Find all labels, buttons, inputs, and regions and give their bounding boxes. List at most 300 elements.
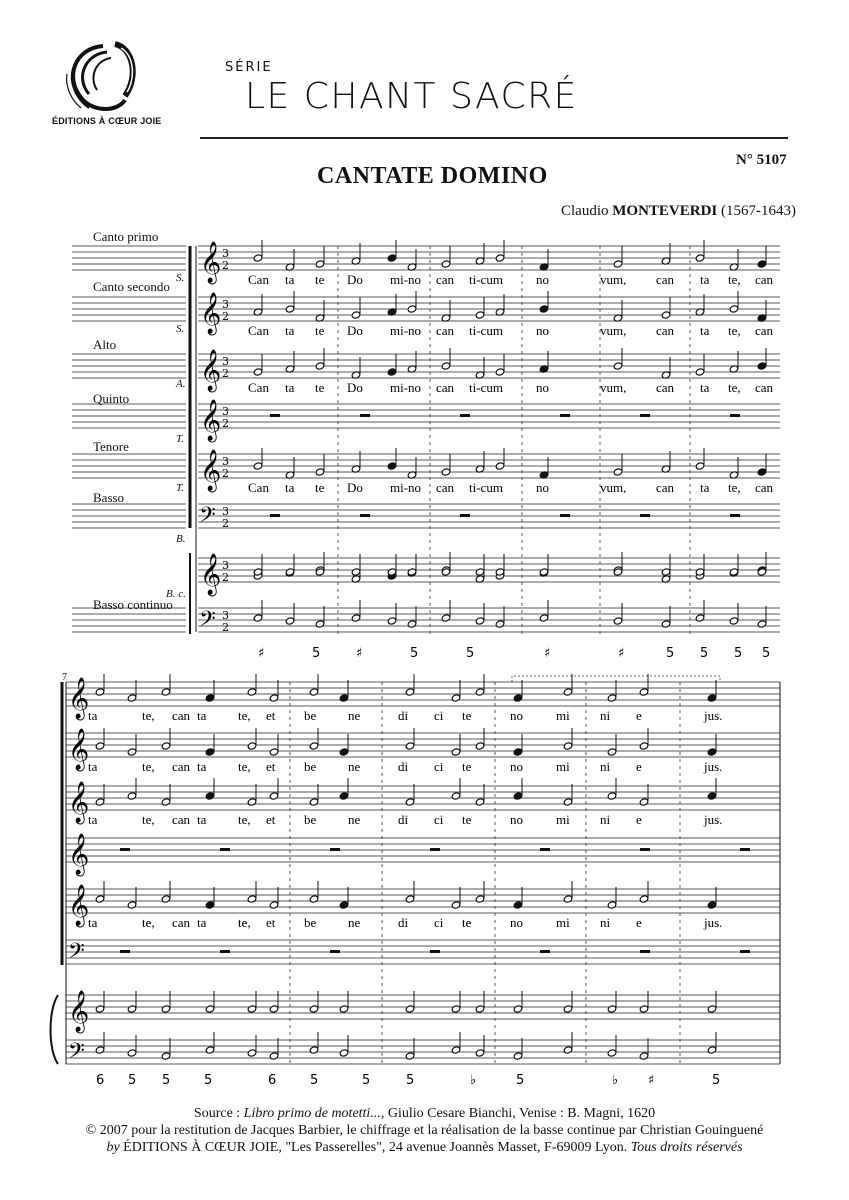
lyrics-system-1 bbox=[248, 272, 774, 495]
measure-rest bbox=[460, 514, 470, 517]
composer-last-name: MONTEVERDI bbox=[612, 203, 718, 219]
time-signature: 2 bbox=[222, 367, 229, 380]
half-note bbox=[513, 792, 523, 800]
measure-rest bbox=[220, 950, 230, 953]
voice-abbr-alto: A. bbox=[176, 378, 186, 390]
bass-note bbox=[539, 614, 549, 622]
voice-abbr-canto-secondo: S. bbox=[176, 323, 185, 335]
half-note bbox=[161, 798, 171, 806]
lyric-syllable: ne bbox=[348, 915, 361, 930]
bass-note bbox=[757, 620, 767, 628]
time-signature: 2 bbox=[222, 467, 229, 480]
measure-rest bbox=[730, 514, 740, 517]
measure-rest bbox=[430, 848, 440, 851]
treble-clef: 𝄞 bbox=[200, 554, 222, 595]
measure-rest bbox=[740, 950, 750, 953]
half-note bbox=[729, 305, 739, 313]
half-note bbox=[315, 362, 325, 370]
lyric-syllable: ci bbox=[434, 759, 444, 774]
lyric-syllable: can bbox=[755, 323, 774, 338]
voice-name-canto-primo: Canto primo bbox=[93, 229, 159, 244]
lyric-syllable: ta bbox=[197, 915, 207, 930]
half-note bbox=[309, 688, 319, 696]
lyric-syllable: di bbox=[398, 708, 409, 723]
lyric-syllable: ta bbox=[700, 380, 710, 395]
lyric-syllable: ne bbox=[348, 708, 361, 723]
treble-clef: 𝄞 bbox=[200, 242, 222, 283]
bass-clef: 𝄢 bbox=[199, 503, 216, 533]
measure-rest bbox=[740, 848, 750, 851]
bass-clef: 𝄢 bbox=[68, 939, 85, 969]
time-signature: 3 bbox=[222, 355, 229, 368]
figure: ♯ bbox=[544, 646, 551, 661]
series-label: SÉRIE bbox=[225, 60, 273, 75]
chord-note bbox=[247, 1005, 257, 1013]
lyric-syllable: ci bbox=[434, 812, 444, 827]
half-note bbox=[351, 311, 361, 319]
half-note bbox=[563, 895, 573, 903]
measure-rest bbox=[120, 848, 130, 851]
lyric-syllable: no bbox=[510, 915, 523, 930]
half-note bbox=[495, 254, 505, 262]
half-note bbox=[475, 798, 485, 806]
bass-note bbox=[513, 1052, 523, 1060]
source-details: , Giulio Cesare Bianchi, Venise : B. Magni, 1620 bbox=[380, 1106, 656, 1121]
treble-clef: 𝄞 bbox=[68, 991, 90, 1032]
bass-note bbox=[607, 1049, 617, 1057]
half-note bbox=[451, 694, 461, 702]
half-note bbox=[247, 742, 257, 750]
lyric-syllable: can bbox=[172, 915, 191, 930]
figure: 5 bbox=[410, 646, 419, 661]
lyric-syllable: ne bbox=[348, 812, 361, 827]
lyric-syllable: te, bbox=[238, 915, 251, 930]
half-note bbox=[441, 468, 451, 476]
measure-rest bbox=[560, 514, 570, 517]
lyric-syllable: can bbox=[172, 759, 191, 774]
lyric-syllable: can bbox=[172, 708, 191, 723]
time-signature: 2 bbox=[222, 517, 229, 530]
lyric-syllable: et bbox=[266, 759, 276, 774]
lyric-syllable: te bbox=[315, 323, 325, 338]
half-note bbox=[707, 694, 717, 702]
lyric-syllable: mi-no bbox=[390, 380, 422, 395]
chord-note bbox=[607, 1005, 617, 1013]
half-note bbox=[639, 742, 649, 750]
half-note bbox=[247, 688, 257, 696]
lyric-syllable: jus. bbox=[704, 812, 723, 827]
lyric-syllable: can bbox=[436, 480, 455, 495]
copyright-line: © 2007 pour la restitution de Jacques Barbier, le chiffrage et la réalisation de la basse continue par Christian Gouinguené bbox=[85, 1123, 764, 1138]
publisher-name: ÉDITIONS À CŒUR JOIE bbox=[52, 116, 162, 126]
half-note bbox=[451, 792, 461, 800]
bass-note bbox=[495, 620, 505, 628]
series-title: LE CHANT SACRÉ bbox=[245, 76, 578, 117]
bass-note bbox=[309, 1046, 319, 1054]
half-note bbox=[127, 792, 137, 800]
lyric-syllable: te bbox=[315, 272, 325, 287]
lyric-syllable: et bbox=[266, 812, 276, 827]
half-note bbox=[695, 462, 705, 470]
voice-name-quinto: Quinto bbox=[93, 391, 130, 406]
half-note bbox=[441, 362, 451, 370]
lyric-syllable: can bbox=[755, 272, 774, 287]
half-note bbox=[339, 748, 349, 756]
lyric-syllable: di bbox=[398, 812, 409, 827]
lyric-syllable: ni bbox=[600, 708, 611, 723]
lyric-syllable: jus. bbox=[704, 708, 723, 723]
treble-clef: 𝄞 bbox=[200, 400, 222, 441]
half-note bbox=[285, 305, 295, 313]
chord-note bbox=[95, 1005, 105, 1013]
bass-note bbox=[127, 1049, 137, 1057]
lyric-syllable: ta bbox=[88, 708, 98, 723]
lyric-syllable: ta bbox=[197, 759, 207, 774]
by-label: by bbox=[106, 1140, 120, 1155]
figure: 5 bbox=[128, 1073, 137, 1088]
lyric-syllable: Do bbox=[347, 323, 363, 338]
half-note bbox=[309, 895, 319, 903]
measure-rest bbox=[330, 950, 340, 953]
voice-abbr-basso: B. bbox=[176, 533, 186, 545]
figure: 5 bbox=[712, 1073, 721, 1088]
half-note bbox=[95, 742, 105, 750]
measure-rest bbox=[360, 414, 370, 417]
bass-note bbox=[407, 620, 417, 628]
measure-rest bbox=[330, 848, 340, 851]
chord-note bbox=[405, 1005, 415, 1013]
lyric-syllable: mi bbox=[556, 812, 570, 827]
half-note bbox=[161, 895, 171, 903]
lyric-syllable: can bbox=[755, 380, 774, 395]
lyric-syllable: te, bbox=[728, 323, 741, 338]
source-title: Libro primo de motetti... bbox=[243, 1106, 381, 1121]
lyric-syllable: ta bbox=[700, 272, 710, 287]
half-note bbox=[253, 368, 263, 376]
lyric-syllable: te, bbox=[142, 759, 155, 774]
voice-name-basso: Basso bbox=[93, 490, 125, 505]
bass-note bbox=[451, 1046, 461, 1054]
composer-first-name: Claudio bbox=[561, 203, 609, 219]
half-note bbox=[607, 694, 617, 702]
half-note bbox=[513, 694, 523, 702]
chord-note bbox=[639, 1005, 649, 1013]
measure-rest bbox=[120, 950, 130, 953]
footer bbox=[0, 1105, 849, 1156]
figure: 5 bbox=[762, 646, 771, 661]
half-note bbox=[405, 895, 415, 903]
lyric-syllable: mi bbox=[556, 915, 570, 930]
chord-note bbox=[475, 1005, 485, 1013]
voice-abbr-canto-primo: S. bbox=[176, 272, 185, 284]
lyric-syllable: mi-no bbox=[390, 480, 422, 495]
chord-note bbox=[707, 1005, 717, 1013]
lyric-syllable: can bbox=[436, 323, 455, 338]
lyric-syllable: ti-cum bbox=[469, 272, 503, 287]
lyric-syllable: no bbox=[536, 272, 549, 287]
lyric-syllable: Do bbox=[347, 480, 363, 495]
lyric-syllable: ni bbox=[600, 915, 611, 930]
bass-note bbox=[695, 614, 705, 622]
half-note bbox=[309, 742, 319, 750]
chord-note bbox=[205, 1005, 215, 1013]
half-note bbox=[495, 368, 505, 376]
lyric-syllable: te, bbox=[728, 272, 741, 287]
half-note bbox=[607, 748, 617, 756]
lyric-syllable: Can bbox=[248, 272, 269, 287]
lyric-syllable: vum, bbox=[600, 323, 627, 338]
figured-bass-system-2 bbox=[96, 1073, 720, 1088]
half-note bbox=[475, 311, 485, 319]
measure-rest bbox=[430, 950, 440, 953]
lyric-syllable: e bbox=[636, 812, 642, 827]
treble-clef: 𝄞 bbox=[68, 834, 90, 875]
publisher-address: ÉDITIONS À CŒUR JOIE, "Les Passerelles", 24 avenue Joannès Masset, F-69009 Lyon. bbox=[119, 1140, 631, 1155]
figure: 5 bbox=[666, 646, 675, 661]
chord-note bbox=[351, 568, 361, 576]
half-note bbox=[387, 254, 397, 262]
lyric-syllable: can bbox=[436, 380, 455, 395]
voice-abbr-tenore: T. bbox=[176, 482, 185, 494]
half-note bbox=[707, 901, 717, 909]
lyric-syllable: can bbox=[436, 272, 455, 287]
bass-note bbox=[707, 1046, 717, 1054]
figure: ♯ bbox=[648, 1073, 655, 1088]
half-note bbox=[563, 742, 573, 750]
lyric-syllable: te bbox=[315, 380, 325, 395]
lyric-syllable: te bbox=[462, 759, 472, 774]
treble-clef: 𝄞 bbox=[200, 350, 222, 391]
voice-name-canto-secondo: Canto secondo bbox=[93, 279, 170, 294]
bass-note bbox=[661, 620, 671, 628]
half-note bbox=[339, 792, 349, 800]
lyric-syllable: mi-no bbox=[390, 272, 422, 287]
measure-rest bbox=[270, 514, 280, 517]
lyric-syllable: te bbox=[315, 480, 325, 495]
half-note bbox=[387, 462, 397, 470]
half-note bbox=[339, 694, 349, 702]
half-note bbox=[387, 368, 397, 376]
lyric-syllable: et bbox=[266, 708, 276, 723]
figure: ♭ bbox=[470, 1073, 477, 1088]
half-note bbox=[757, 468, 767, 476]
bass-note bbox=[729, 617, 739, 625]
lyric-syllable: can bbox=[172, 812, 191, 827]
lyric-syllable: jus. bbox=[704, 915, 723, 930]
lyric-syllable: vum, bbox=[600, 480, 627, 495]
lyric-syllable: can bbox=[656, 323, 675, 338]
bass-note bbox=[475, 1049, 485, 1057]
lyric-syllable: Do bbox=[347, 272, 363, 287]
figure: 6 bbox=[96, 1073, 105, 1088]
catalog-number: N° 5107 bbox=[736, 152, 787, 168]
lyric-syllable: no bbox=[536, 480, 549, 495]
measure-rest bbox=[640, 514, 650, 517]
treble-clef: 𝄞 bbox=[200, 293, 222, 334]
lyric-syllable: be bbox=[304, 812, 317, 827]
voice-name-tenore: Tenore bbox=[93, 439, 129, 454]
lyric-syllable: Do bbox=[347, 380, 363, 395]
voice-name-alto: Alto bbox=[93, 337, 117, 352]
measure-rest bbox=[640, 848, 650, 851]
bass-note bbox=[269, 1052, 279, 1060]
bass-note bbox=[247, 1049, 257, 1057]
lyric-syllable: be bbox=[304, 915, 317, 930]
time-signature: 3 bbox=[222, 505, 229, 518]
lyric-syllable: ta bbox=[700, 480, 710, 495]
lyric-syllable: Can bbox=[248, 480, 269, 495]
composer-dates: (1567-1643) bbox=[721, 203, 797, 219]
half-note bbox=[563, 798, 573, 806]
bass-clef: 𝄢 bbox=[199, 607, 216, 637]
source-label: Source : bbox=[193, 1106, 244, 1121]
half-note bbox=[563, 688, 573, 696]
time-signature: 3 bbox=[222, 559, 229, 572]
half-note bbox=[253, 254, 263, 262]
half-note bbox=[95, 895, 105, 903]
chord-note bbox=[127, 1005, 137, 1013]
bass-clef: 𝄢 bbox=[68, 1039, 85, 1069]
bass-note bbox=[339, 1049, 349, 1057]
lyric-syllable: te, bbox=[142, 915, 155, 930]
lyric-syllable: can bbox=[656, 480, 675, 495]
half-note bbox=[405, 688, 415, 696]
half-note bbox=[451, 748, 461, 756]
half-note bbox=[757, 362, 767, 370]
lyric-syllable: Can bbox=[248, 380, 269, 395]
lyric-syllable: ti-cum bbox=[469, 380, 503, 395]
lyric-syllable: ni bbox=[600, 759, 611, 774]
lyric-syllable: ta bbox=[197, 812, 207, 827]
bass-note bbox=[405, 1052, 415, 1060]
continuo-abbr: B. c. bbox=[166, 588, 186, 600]
lyric-syllable: ta bbox=[285, 480, 295, 495]
half-note bbox=[161, 742, 171, 750]
figure: 5 bbox=[204, 1073, 213, 1088]
lyric-syllable: can bbox=[755, 480, 774, 495]
half-note bbox=[405, 798, 415, 806]
time-signature: 2 bbox=[222, 259, 229, 272]
chord-note bbox=[269, 1005, 279, 1013]
half-note bbox=[607, 792, 617, 800]
lyric-syllable: te, bbox=[142, 812, 155, 827]
half-note bbox=[127, 901, 137, 909]
lyric-syllable: te bbox=[462, 812, 472, 827]
lyric-syllable: te, bbox=[238, 708, 251, 723]
half-note bbox=[315, 260, 325, 268]
measure-rest bbox=[460, 414, 470, 417]
bass-note bbox=[639, 1052, 649, 1060]
half-note bbox=[495, 462, 505, 470]
figure: 5 bbox=[162, 1073, 171, 1088]
lyric-syllable: no bbox=[510, 812, 523, 827]
lyric-syllable: ni bbox=[600, 812, 611, 827]
lyric-syllable: ta bbox=[700, 323, 710, 338]
time-signature: 2 bbox=[222, 571, 229, 584]
half-note bbox=[247, 798, 257, 806]
half-note bbox=[205, 694, 215, 702]
bass-note bbox=[161, 1052, 171, 1060]
lyric-syllable: no bbox=[510, 759, 523, 774]
voice-name-basso-continuo: Basso continuo bbox=[93, 597, 173, 612]
time-signature: 2 bbox=[222, 417, 229, 430]
lyric-syllable: mi-no bbox=[390, 323, 422, 338]
half-note bbox=[475, 688, 485, 696]
figured-bass-system-1 bbox=[258, 646, 770, 661]
half-note bbox=[661, 311, 671, 319]
half-note bbox=[205, 748, 215, 756]
time-signature: 3 bbox=[222, 247, 229, 260]
measure-rest bbox=[360, 514, 370, 517]
figure: 5 bbox=[466, 646, 475, 661]
lyric-syllable: ta bbox=[88, 812, 98, 827]
half-note bbox=[339, 901, 349, 909]
figure: ♭ bbox=[612, 1073, 619, 1088]
half-note bbox=[707, 748, 717, 756]
lyric-syllable: ta bbox=[88, 915, 98, 930]
half-note bbox=[695, 368, 705, 376]
measure-rest bbox=[220, 848, 230, 851]
half-note bbox=[441, 260, 451, 268]
half-note bbox=[407, 305, 417, 313]
treble-clef: 𝄞 bbox=[200, 450, 222, 491]
lyric-syllable: can bbox=[656, 380, 675, 395]
lyrics-system-2 bbox=[88, 708, 722, 930]
half-note bbox=[253, 462, 263, 470]
measure-rest bbox=[640, 414, 650, 417]
half-note bbox=[269, 748, 279, 756]
half-note bbox=[607, 901, 617, 909]
time-signature: 3 bbox=[222, 405, 229, 418]
figure: 5 bbox=[406, 1073, 415, 1088]
lyric-syllable: ti-cum bbox=[469, 323, 503, 338]
time-signature: 3 bbox=[222, 455, 229, 468]
half-note bbox=[639, 798, 649, 806]
bass-note bbox=[563, 1046, 573, 1054]
lyric-syllable: te, bbox=[728, 380, 741, 395]
measure-rest bbox=[540, 950, 550, 953]
half-note bbox=[205, 792, 215, 800]
lyric-syllable: di bbox=[398, 915, 409, 930]
bass-note bbox=[387, 617, 397, 625]
lyric-syllable: ta bbox=[285, 380, 295, 395]
lyric-syllable: et bbox=[266, 915, 276, 930]
treble-clef: 𝄞 bbox=[68, 782, 90, 823]
chord-note bbox=[661, 568, 671, 576]
continuo-brace bbox=[51, 995, 59, 1064]
time-signature: 2 bbox=[222, 621, 229, 634]
half-note bbox=[451, 901, 461, 909]
chord-note bbox=[563, 1005, 573, 1013]
lyric-syllable: jus. bbox=[704, 759, 723, 774]
half-note bbox=[127, 748, 137, 756]
lyric-syllable: no bbox=[536, 380, 549, 395]
rights-notice: Tous droits réservés bbox=[630, 1140, 743, 1155]
half-note bbox=[405, 742, 415, 750]
chord-note bbox=[451, 1005, 461, 1013]
half-note bbox=[613, 468, 623, 476]
lyric-syllable: e bbox=[636, 708, 642, 723]
half-note bbox=[269, 901, 279, 909]
half-note bbox=[613, 260, 623, 268]
lyric-syllable: ne bbox=[348, 759, 361, 774]
lyric-syllable: no bbox=[510, 708, 523, 723]
publisher-line bbox=[0, 1139, 849, 1156]
half-note bbox=[639, 688, 649, 696]
half-note bbox=[513, 748, 523, 756]
lyric-syllable: ta bbox=[197, 708, 207, 723]
lyric-syllable: te, bbox=[238, 759, 251, 774]
